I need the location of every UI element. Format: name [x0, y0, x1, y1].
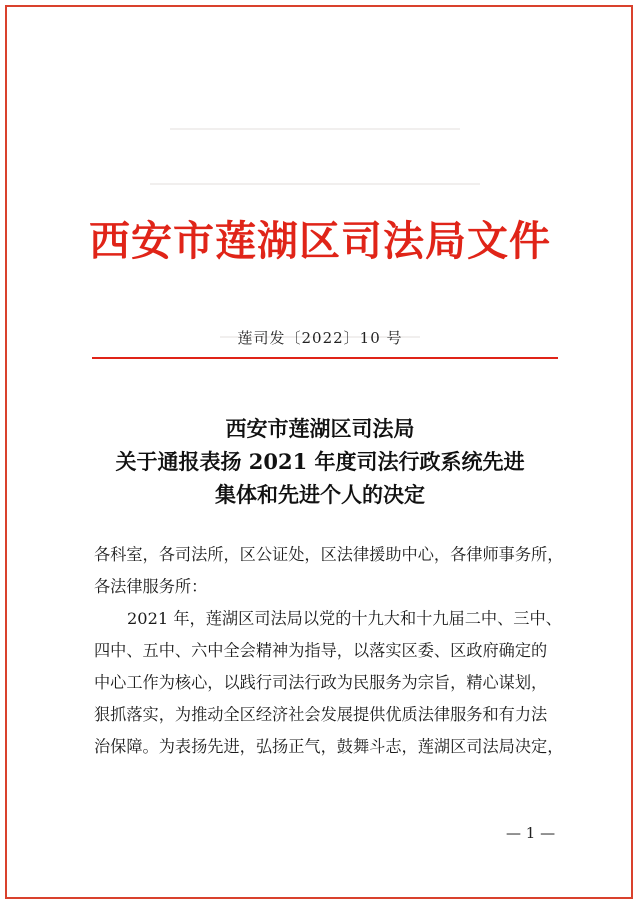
document-heading-line-1: 西安市莲湖区司法局: [225, 416, 415, 441]
body-text-line: 治保障。为表扬先进，弘扬正气，鼓舞斗志，莲湖区司法局决定，: [94, 737, 564, 756]
body-text-line: 中心工作为核心，以践行司法行政为民服务为宗旨，精心谋划，: [94, 673, 548, 692]
red-divider-line: [92, 357, 558, 359]
document-heading-line-3: 集体和先进个人的决定: [215, 482, 425, 507]
document-number: 莲司发〔2022〕10 号: [237, 329, 403, 347]
body-text-line: 2021 年，莲湖区司法局以党的十九大和十九届二中、三中、: [127, 609, 562, 628]
bleed-through-mark: [170, 128, 460, 130]
body-text-line: 各法律服务所：: [94, 577, 208, 596]
body-text-line: 狠抓落实，为推动全区经济社会发展提供优质法律服务和有力法: [94, 705, 548, 724]
page-number: — 1 —: [506, 824, 556, 842]
body-text-line: 各科室，各司法所，区公证处，区法律援助中心，各律师事务所，: [94, 545, 564, 564]
issuing-org-title: 西安市莲湖区司法局文件: [89, 217, 551, 265]
bleed-through-mark: [150, 183, 480, 185]
document-heading-line-2: 关于通报表扬 2021 年度司法行政系统先进: [115, 449, 525, 474]
body-text-line: 四中、五中、六中全会精神为指导，以落实区委、区政府确定的: [94, 641, 548, 660]
